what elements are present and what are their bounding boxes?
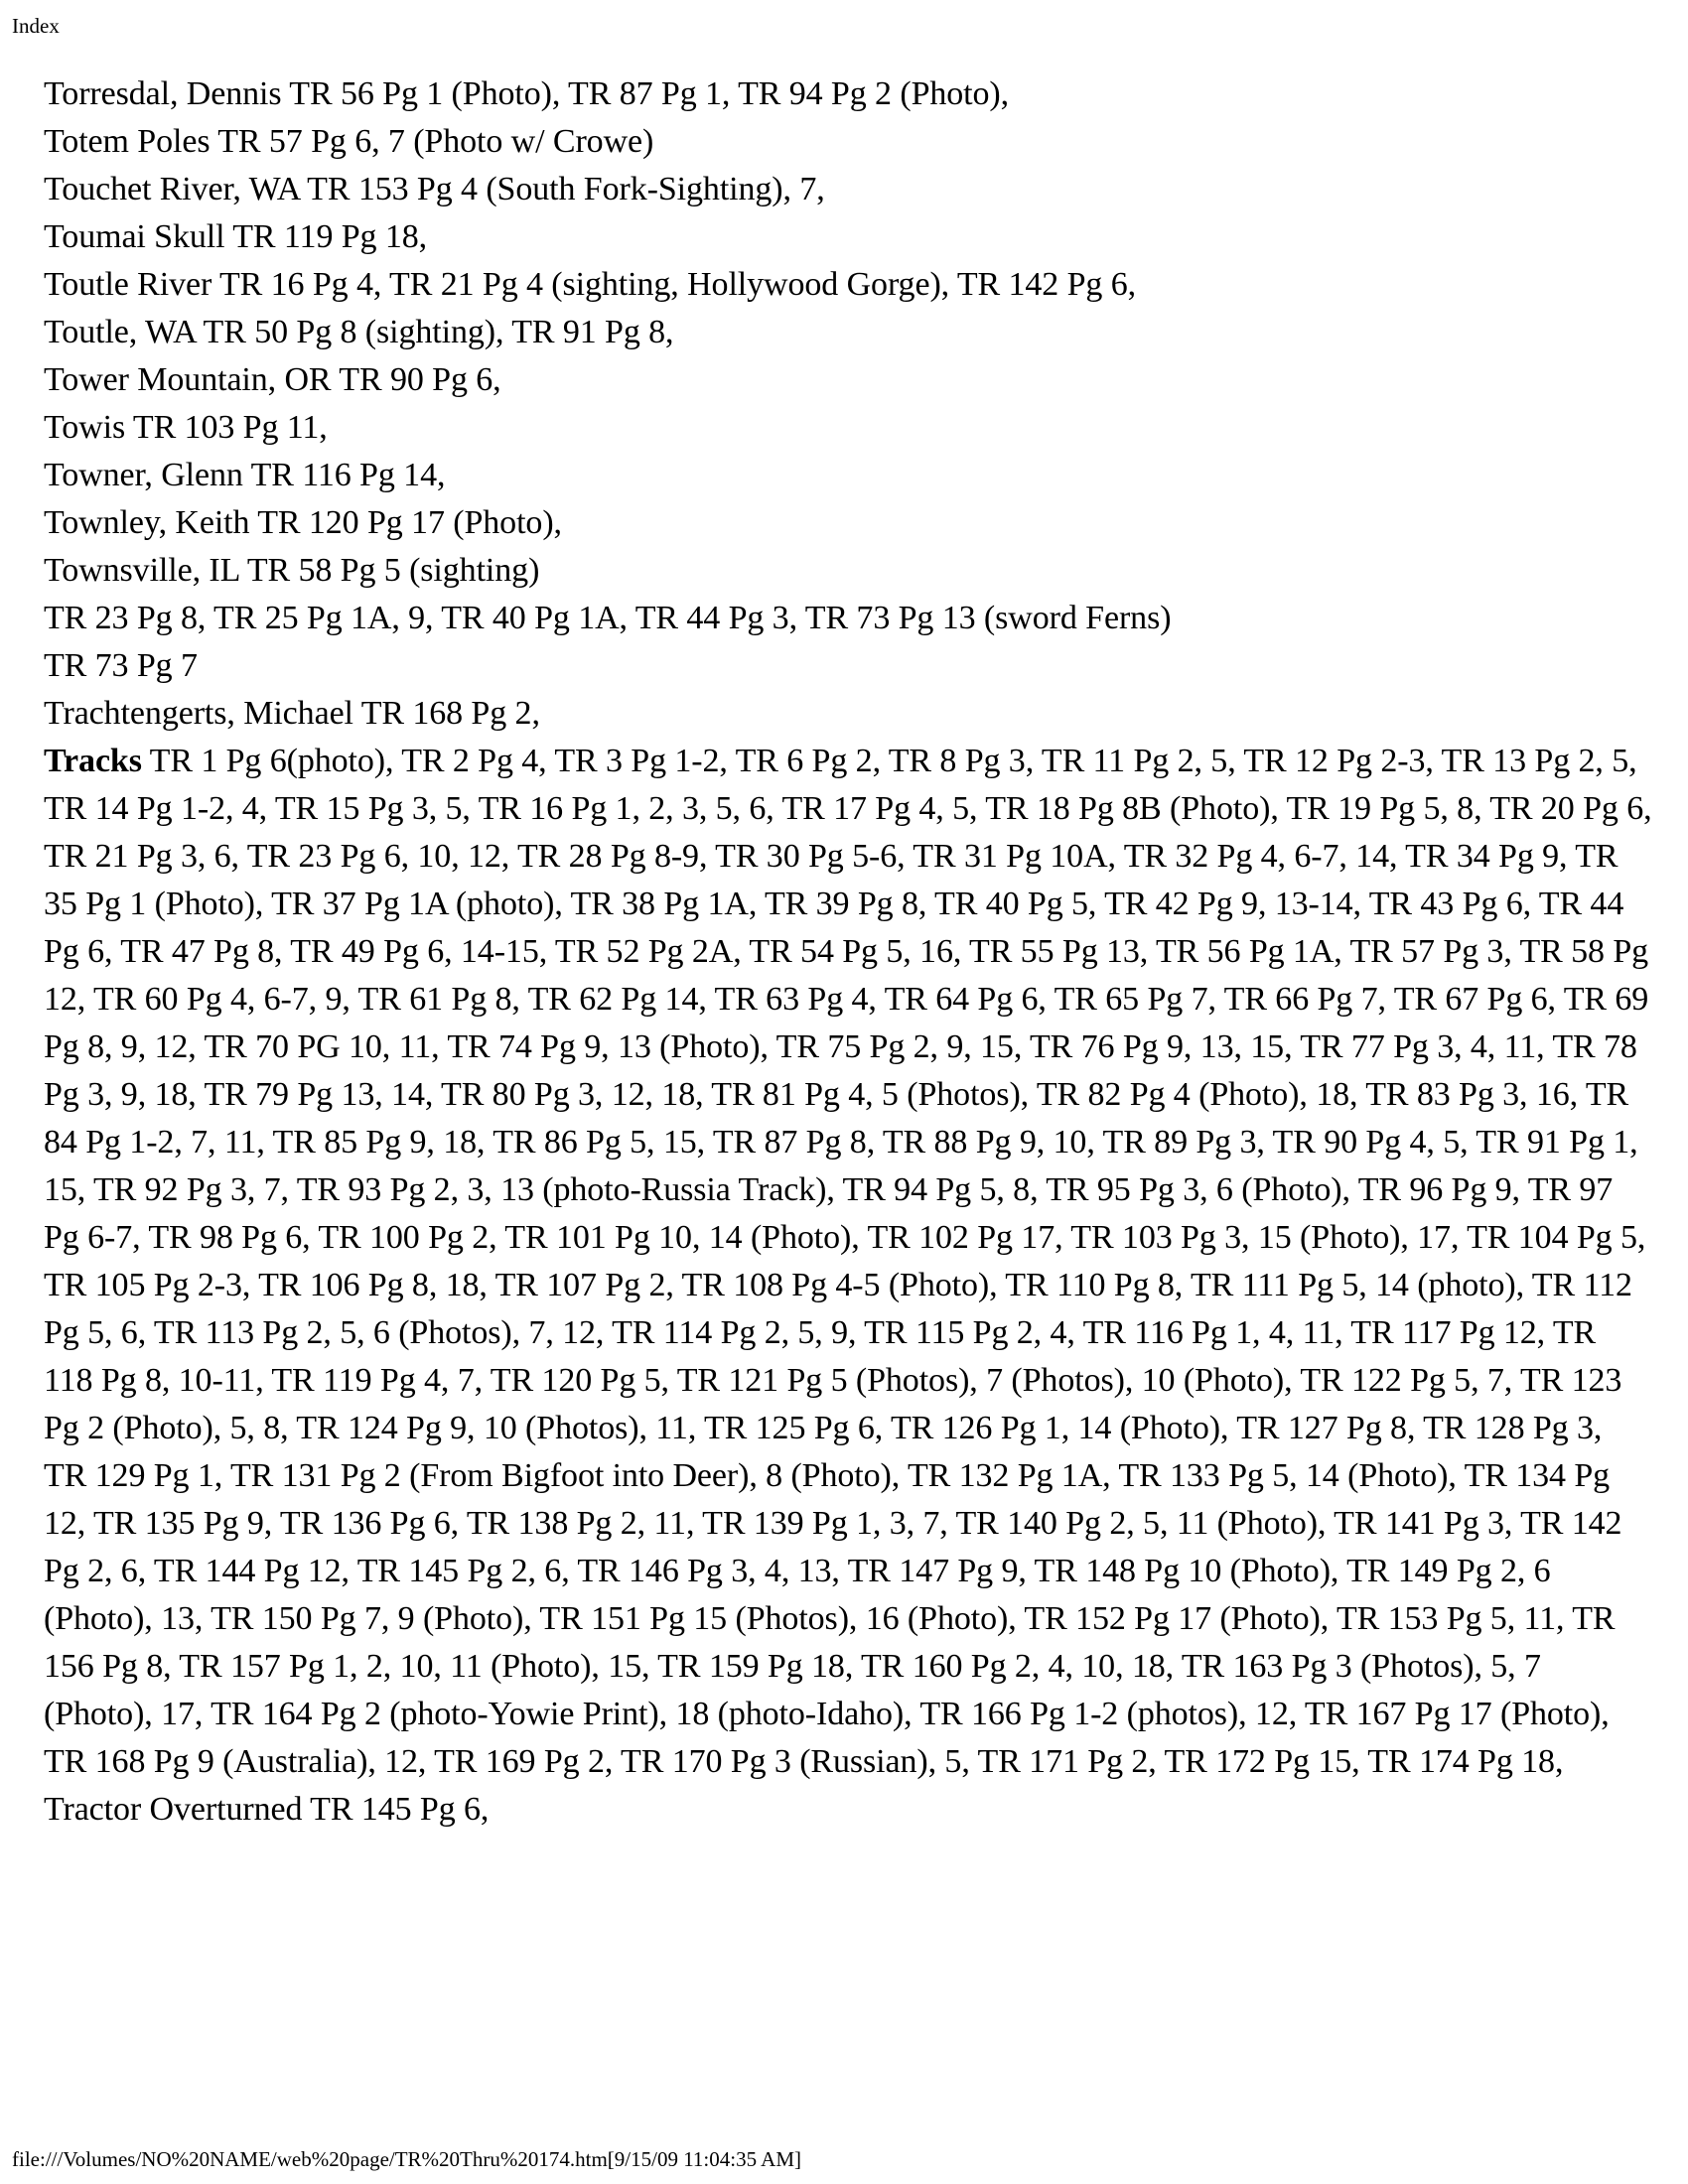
index-entry-text: Toumai Skull TR 119 Pg 18, (44, 218, 428, 255)
index-entry-text: Touchet River, WA TR 153 Pg 4 (South Fork-Sighting), 7, (44, 171, 825, 207)
index-entry-text: Toutle, WA TR 50 Pg 8 (sighting), TR 91 Pg 8, (44, 314, 674, 350)
index-entry (44, 166, 1652, 213)
index-entry-tracks (44, 738, 1652, 1786)
index-entry-term: Tracks (44, 743, 142, 779)
index-entry-text: Towis TR 103 Pg 11, (44, 409, 328, 446)
index-entry-text: Torresdal, Dennis TR 56 Pg 1 (Photo), TR 87 Pg 1, TR 94 Pg 2 (Photo), (44, 75, 1010, 112)
index-entry (44, 118, 1652, 166)
index-entry-text: TR 73 Pg 7 (44, 647, 198, 684)
index-entry (44, 356, 1652, 404)
index-entry-text: Tractor Overturned TR 145 Pg 6, (44, 1791, 490, 1828)
index-entry-text: Towner, Glenn TR 116 Pg 14, (44, 457, 446, 493)
index-entry-text: TR 23 Pg 8, TR 25 Pg 1A, 9, TR 40 Pg 1A, TR 44 Pg 3, TR 73 Pg 13 (sword Ferns) (44, 600, 1172, 636)
index-entry (44, 309, 1652, 356)
page-footer-url: file:///Volumes/NO%20NAME/web%20page/TR%20Thru%20174.htm[9/15/09 11:04:35 AM] (12, 2147, 802, 2171)
index-entry (44, 213, 1652, 261)
index-entry-text: Toutle River TR 16 Pg 4, TR 21 Pg 4 (sighting, Hollywood Gorge), TR 142 Pg 6, (44, 266, 1137, 303)
index-entry (44, 547, 1652, 595)
index-entry-text: Trachtengerts, Michael TR 168 Pg 2, (44, 695, 540, 732)
page-header-title: Index (12, 14, 60, 38)
index-entry (44, 499, 1652, 547)
index-entry (44, 595, 1652, 642)
index-entry (44, 261, 1652, 309)
index-entry-text: Townsville, IL TR 58 Pg 5 (sighting) (44, 552, 540, 589)
index-entry (44, 404, 1652, 452)
index-entry-text: Townley, Keith TR 120 Pg 17 (Photo), (44, 504, 562, 541)
index-entry (44, 70, 1652, 118)
index-entry (44, 642, 1652, 690)
index-entry (44, 1786, 1652, 1834)
index-entry-text: Totem Poles TR 57 Pg 6, 7 (Photo w/ Crowe) (44, 123, 654, 160)
index-entries (44, 70, 1652, 1834)
index-entry-text: TR 1 Pg 6(photo), TR 2 Pg 4, TR 3 Pg 1-2, TR 6 Pg 2, TR 8 Pg 3, TR 11 Pg 2, 5, TR 12 Pg 2-3, TR 13 Pg 2, 5, TR 14 Pg 1-2, 4, TR 15 Pg 3, 5, TR 16 Pg 1, 2, 3, 5, 6, TR 17 Pg 4, 5, TR 18 Pg 8B (Photo), TR 19 Pg 5, 8, TR 20 Pg 6, TR 21 Pg 3, 6, TR 23 Pg 6, 10, 12, TR 28 Pg 8-9, TR 30 Pg 5-6, TR 31 Pg 10A, TR 32 Pg 4, 6-7, 14, TR 34 Pg 9, TR 35 Pg 1 (Photo), TR 37 Pg 1A (photo), TR 38 Pg 1A, TR 39 Pg 8, TR 40 Pg 5, TR 42 Pg 9, 13-14, TR 43 Pg 6, TR 44 Pg 6, TR 47 Pg 8, TR 49 Pg 6, 14-15, TR 52 Pg 2A, TR 54 Pg 5, 16, TR 55 Pg 13, TR 56 Pg 1A, TR 57 Pg 3, TR 58 Pg 12, TR 60 Pg 4, 6-7, 9, TR 61 Pg 8, TR 62 Pg 14, TR 63 Pg 4, TR 64 Pg 6, TR 65 Pg 7, TR 66 Pg 7, TR 67 Pg 6, TR 69 Pg 8, 9, 12, TR 70 PG 10, 11, TR 74 Pg 9, 13 (Photo), TR 75 Pg 2, 9, 15, TR 76 Pg 9, 13, 15, TR 77 Pg 3, 4, 11, TR 78 Pg 3, 9, 18, TR 79 Pg 13, 14, TR 80 Pg 3, 12, 18, TR 81 Pg 4, 5 (Photos), TR 82 Pg 4 (Photo), 18, TR 83 Pg 3, 16, TR 84 Pg 1-2, 7, 11, TR 85 Pg 9, 18, TR 86 Pg 5, 15, TR 87 Pg 8, TR 88 Pg 9, 10, TR 89 Pg 3, TR 90 Pg 4, 5, TR 91 Pg 1, 15, TR 92 Pg 3, 7, TR 93 Pg 2, 3, 13 (photo-Russia Track), TR 94 Pg 5, 8, TR 95 Pg 3, 6 (Photo), TR 96 Pg 9, TR 97 Pg 6-7, TR 98 Pg 6, TR 100 Pg 2, TR 101 Pg 10, 14 (Photo), TR 102 Pg 17, TR 103 Pg 3, 15 (Photo), 17, TR 104 Pg 5, TR 105 Pg 2-3, TR 106 Pg 8, 18, TR 107 Pg 2, TR 108 Pg 4-5 (Photo), TR 110 Pg 8, TR 111 Pg 5, 14 (photo), TR 112 Pg 5, 6, TR 113 Pg 2, 5, 6 (Photos), 7, 12, TR 114 Pg 2, 5, 9, TR 115 Pg 2, 4, TR 116 Pg 1, 4, 11, TR 117 Pg 12, TR 118 Pg 8, 10-11, TR 119 Pg 4, 7, TR 120 Pg 5, TR 121 Pg 5 (Photos), 7 (Photos), 10 (Photo), TR 122 Pg 5, 7, TR 123 Pg 2 (Photo), 5, 8, TR 124 Pg 9, 10 (Photos), 11, TR 125 Pg 6, TR 126 Pg 1, 14 (Photo), TR 127 Pg 8, TR 128 Pg 3, TR 129 Pg 1, TR 131 Pg 2 (From Bigfoot into Deer), 8 (Photo), TR 132 Pg 1A, TR 133 Pg 5, 14 (Photo), TR 134 Pg 12, TR 135 Pg 9, TR 136 Pg 6, TR 138 Pg 2, 11, TR 139 Pg 1, 3, 7, TR 140 Pg 2, 5, 11 (Photo), TR 141 Pg 3, TR 142 Pg 2, 6, TR 144 Pg 12, TR 145 Pg 2, 6, TR 146 Pg 3, 4, 13, TR 147 Pg 9, TR 148 Pg 10 (Photo), TR 149 Pg 2, 6 (Photo), 13, TR 150 Pg 7, 9 (Photo), TR 151 Pg 15 (Photos), 16 (Photo), TR 152 Pg 17 (Photo), TR 153 Pg 5, 11, TR 156 Pg 8, TR 157 Pg 1, 2, 10, 11 (Photo), 15, TR 159 Pg 18, TR 160 Pg 2, 4, 10, 18, TR 163 Pg 3 (Photos), 5, 7 (Photo), 17, TR 164 Pg 2 (photo-Yowie Print), 18 (photo-Idaho), TR 166 Pg 1-2 (photos), 12, TR 167 Pg 17 (Photo), TR 168 Pg 9 (Australia), 12, TR 169 Pg 2, TR 170 Pg 3 (Russian), 5, TR 171 Pg 2, TR 172 Pg 15, TR 174 Pg 18, (44, 743, 1652, 1780)
index-entry (44, 690, 1652, 738)
index-entry-text: Tower Mountain, OR TR 90 Pg 6, (44, 361, 501, 398)
index-entry (44, 452, 1652, 499)
